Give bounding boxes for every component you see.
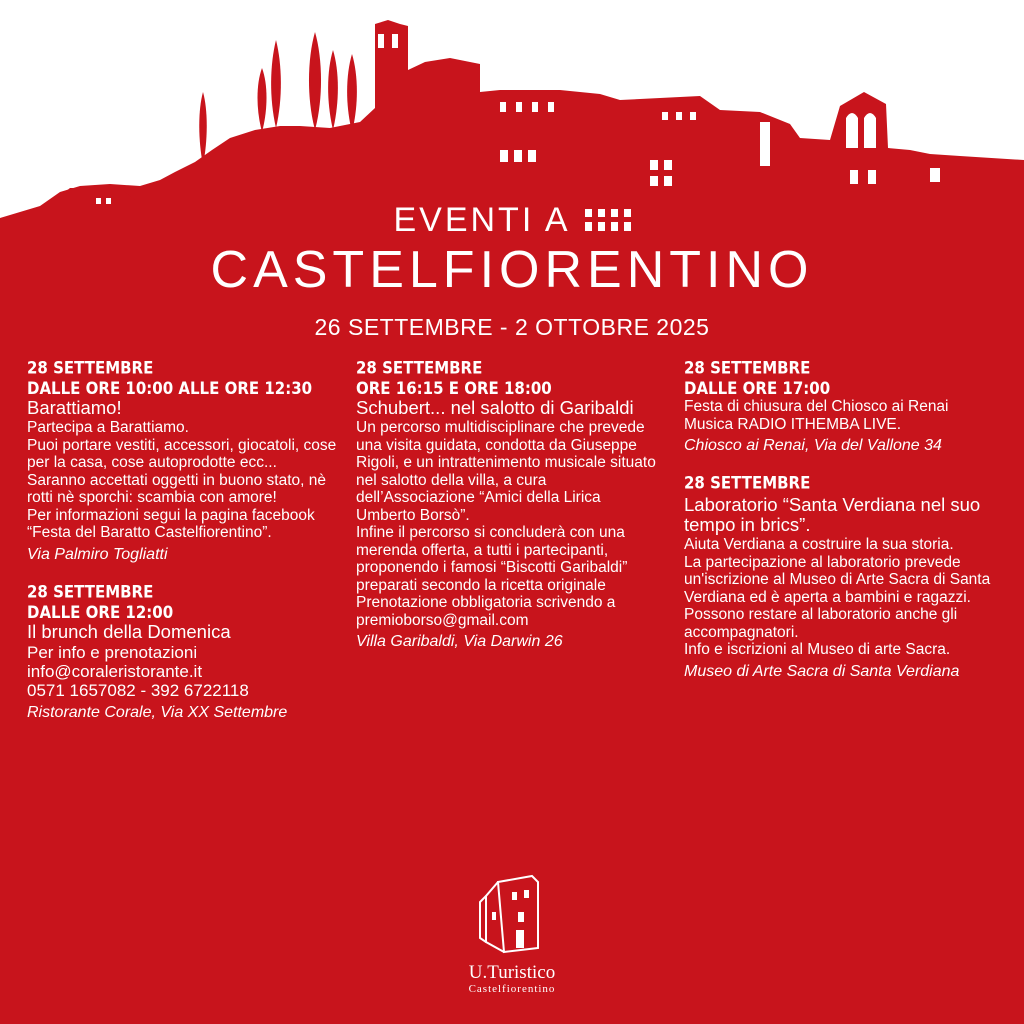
event-text: Prenotazione obbligatoria scrivendo a xyxy=(356,594,616,611)
event-description xyxy=(356,419,656,629)
event-description xyxy=(684,536,994,659)
event-date: 28 SETTEMBRE xyxy=(27,581,154,602)
event-text: Musica RADIO ITHEMBA LIVE. xyxy=(684,415,902,433)
event-text: Un percorso multidisciplinare che prevede una visita guidata, condotta da Giuseppe Rigoli, e un intrattenimento musicale situato nel salotto della villa, a cura dell’Associazione “Amici della Lirica Umberto Borsò”. xyxy=(356,419,656,524)
event-brunch xyxy=(27,582,337,722)
event-title: Barattiamo! xyxy=(27,397,122,418)
event-date: 28 SETTEMBRE xyxy=(684,473,811,494)
event-datetime xyxy=(27,358,337,398)
event-title: Schubert... nel salotto di Garibaldi xyxy=(356,397,634,418)
event-text: Per info e prenotazioni xyxy=(27,642,198,662)
header-eventi xyxy=(0,196,1024,244)
windows-icon xyxy=(585,207,631,233)
event-location: Via Palmiro Togliatti xyxy=(27,545,168,563)
event-time: DALLE ORE 17:00 xyxy=(684,378,831,399)
phone-numbers: 0571 1657082 - 392 6722118 xyxy=(27,680,249,700)
email-link[interactable]: premioborso@gmail.com xyxy=(356,611,529,629)
events-column-2 xyxy=(356,358,656,669)
event-description xyxy=(27,419,337,542)
event-chiosco xyxy=(684,358,994,455)
email-link[interactable]: info@coraleristorante.it xyxy=(27,661,203,681)
event-datetime xyxy=(684,473,994,493)
event-time: DALLE ORE 12:00 xyxy=(27,601,174,622)
events-column-3 xyxy=(684,358,994,699)
logo-name: U.Turistico xyxy=(468,962,556,983)
event-text: Saranno accettati oggetti in buono stato, nè rotti nè sporchi: scambia con amore! xyxy=(27,471,327,506)
event-title: Il brunch della Domenica xyxy=(27,620,231,642)
ufficio-turistico-logo xyxy=(452,872,572,1002)
date-range: 26 SETTEMBRE - 2 OTTOBRE 2025 xyxy=(314,314,710,340)
event-datetime xyxy=(356,358,656,398)
event-time: ORE 16:15 E ORE 18:00 xyxy=(356,378,552,399)
event-text: Infine il percorso si concluderà con una merenda offerta, a tutti i partecipanti, proponendo i famosi “Biscotti Garibaldi” preparati secondo la ricetta originale xyxy=(356,524,628,594)
event-datetime xyxy=(27,582,337,622)
event-description xyxy=(27,643,337,700)
event-text: La partecipazione al laboratorio prevede un'iscrizione al Museo di Arte Sacra di Santa Verdiana ed è aperta a bambini e ragazzi. Possono restare al laboratorio anche gli accompagnatori. xyxy=(684,553,991,641)
event-date: 28 SETTEMBRE xyxy=(356,358,483,379)
event-text: Aiuta Verdiana a costruire la sua storia. xyxy=(684,536,954,553)
event-location: Ristorante Corale, Via XX Settembre xyxy=(27,703,288,721)
event-location: Museo di Arte Sacra di Santa Verdiana xyxy=(684,662,960,680)
event-schubert xyxy=(356,358,656,651)
page-title: CASTELFIORENTINO xyxy=(210,241,814,299)
event-description xyxy=(684,398,994,433)
tower-logo-icon xyxy=(472,872,552,956)
event-location: Villa Garibaldi, Via Darwin 26 xyxy=(356,633,563,650)
event-text: Partecipa a Barattiamo. xyxy=(27,419,189,436)
event-text: Info e iscrizioni al Museo di arte Sacra. xyxy=(684,641,951,658)
event-title: Laboratorio “Santa Verdiana nel suo tempo in brics”. xyxy=(684,494,981,535)
event-text: Festa di chiusura del Chiosco ai Renai xyxy=(684,398,949,415)
event-text: Puoi portare vestiti, accessori, giocatoli, cose per la casa, cose autoprodotte ecc... xyxy=(27,436,337,471)
event-date: 28 SETTEMBRE xyxy=(27,358,154,379)
event-laboratorio xyxy=(684,473,994,681)
event-text: Per informazioni segui la pagina facebook “Festa del Baratto Castelfiorentino”. xyxy=(27,506,315,541)
eventi-label: EVENTI A xyxy=(393,201,571,239)
event-barattiamo xyxy=(27,358,337,564)
event-date: 28 SETTEMBRE xyxy=(684,358,811,379)
event-location: Chiosco ai Renai, Via del Vallone 34 xyxy=(684,437,942,454)
logo-subtitle: Castelfiorentino xyxy=(468,983,556,995)
event-datetime xyxy=(684,358,994,398)
events-column-1 xyxy=(27,358,337,740)
event-time: DALLE ORE 10:00 ALLE ORE 12:30 xyxy=(27,378,313,399)
